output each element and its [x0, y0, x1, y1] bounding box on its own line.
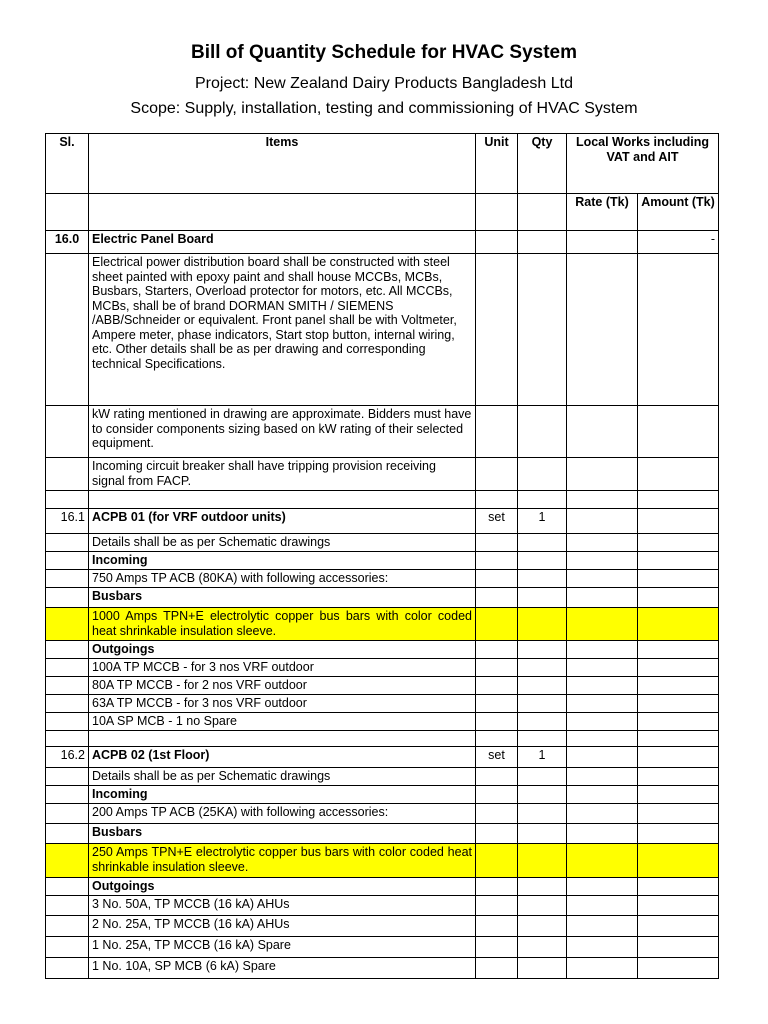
item-row [46, 509, 719, 534]
item-unit: set [476, 747, 518, 768]
table-row [46, 768, 719, 786]
item-sl: 16.1 [46, 509, 89, 534]
table-row [46, 641, 719, 659]
highlighted-row [46, 844, 719, 878]
table-row [46, 916, 719, 937]
outgoing-item: 2 No. 25A, TP MCCB (16 kA) AHUs [89, 916, 476, 937]
col-rate: Rate (Tk) [567, 194, 638, 231]
busbars-label: Busbars [89, 588, 476, 608]
col-local-works: Local Works including VAT and AIT [567, 134, 719, 194]
details-text: Details shall be as per Schematic drawings [89, 768, 476, 786]
table-row [46, 570, 719, 588]
busbars-text: 250 Amps TPN+E electrolytic copper bus bars with color coded heat shrinkable insulation sleeve. [89, 844, 476, 878]
section-sl: 16.0 [46, 231, 89, 254]
scope-line: Scope: Supply, installation, testing and commissioning of HVAC System [130, 100, 638, 117]
blank-row [46, 731, 719, 747]
table-row [46, 804, 719, 824]
highlighted-row [46, 608, 719, 641]
header-row [46, 134, 719, 194]
item-sl: 16.2 [46, 747, 89, 768]
outgoing-item: 100A TP MCCB - for 3 nos VRF outdoor [89, 659, 476, 677]
table-row [46, 786, 719, 804]
table-row [46, 552, 719, 570]
outgoing-item: 3 No. 50A, TP MCCB (16 kA) AHUs [89, 896, 476, 916]
table-row [46, 958, 719, 979]
outgoing-item: 1 No. 10A, SP MCB (6 kA) Spare [89, 958, 476, 979]
incoming-label: Incoming [89, 552, 476, 570]
item-unit: set [476, 509, 518, 534]
boq-table [45, 133, 719, 979]
description-row [46, 458, 719, 491]
incoming-text: 200 Amps TP ACB (25KA) with following accessories: [89, 804, 476, 824]
outgoing-item: 10A SP MCB - 1 no Spare [89, 713, 476, 731]
table-row [46, 659, 719, 677]
table-row [46, 677, 719, 695]
col-items: Items [89, 134, 476, 194]
empty-cell [476, 194, 518, 231]
blank-row [46, 491, 719, 509]
outgoings-label: Outgoings [89, 641, 476, 659]
col-sl: Sl. [46, 134, 89, 194]
details-text: Details shall be as per Schematic drawings [89, 534, 476, 552]
item-qty: 1 [518, 509, 567, 534]
section-row [46, 231, 719, 254]
outgoing-item: 1 No. 25A, TP MCCB (16 kA) Spare [89, 937, 476, 958]
incoming-label: Incoming [89, 786, 476, 804]
description-row [46, 406, 719, 458]
description-text: kW rating mentioned in drawing are approximate. Bidders must have to consider components sizing based on kW rating of their selected equipment. [89, 406, 476, 458]
outgoings-label: Outgoings [89, 878, 476, 896]
outgoing-item: 80A TP MCCB - for 2 nos VRF outdoor [89, 677, 476, 695]
table-row [46, 713, 719, 731]
item-row [46, 747, 719, 768]
table-row [46, 588, 719, 608]
item-title: ACPB 01 (for VRF outdoor units) [89, 509, 476, 534]
description-row [46, 254, 719, 406]
table-row [46, 695, 719, 713]
empty-cell [518, 194, 567, 231]
empty-cell [89, 194, 476, 231]
subheader-row [46, 194, 719, 231]
table-row [46, 896, 719, 916]
incoming-text: 750 Amps TP ACB (80KA) with following accessories: [89, 570, 476, 588]
col-qty: Qty [518, 134, 567, 194]
table-row [46, 937, 719, 958]
busbars-text: 1000 Amps TPN+E electrolytic copper bus bars with color coded heat shrinkable insulation sleeve. [89, 608, 476, 641]
table-row [46, 824, 719, 844]
col-amount: Amount (Tk) [638, 194, 719, 231]
document-title: Bill of Quantity Schedule for HVAC System [190, 42, 578, 63]
table-row [46, 878, 719, 896]
section-title: Electric Panel Board [89, 231, 476, 254]
outgoing-item: 63A TP MCCB - for 3 nos VRF outdoor [89, 695, 476, 713]
project-name: Project: New Zealand Dairy Products Bangladesh Ltd [195, 75, 573, 92]
section-amount: - [638, 231, 719, 254]
description-text: Electrical power distribution board shall be constructed with steel sheet painted with epoxy paint and shall house MCCBs, MCBs, Busbars, Starters, Overload protector for motors, etc. All MCCBs, MCBs, shall be of brand DORMAN SMITH / SIEMENS /ABB/Schneider or equivalent. Front panel shall be with Voltmeter, Ampere meter, phase indicators, Start stop button, internal wiring, etc. Other details shall be as per drawing and corresponding technical Specifications. [89, 254, 476, 406]
empty-cell [46, 194, 89, 231]
table-row [46, 534, 719, 552]
col-unit: Unit [476, 134, 518, 194]
item-title: ACPB 02 (1st Floor) [89, 747, 476, 768]
busbars-label: Busbars [89, 824, 476, 844]
description-text: Incoming circuit breaker shall have tripping provision receiving signal from FACP. [89, 458, 476, 491]
item-qty: 1 [518, 747, 567, 768]
